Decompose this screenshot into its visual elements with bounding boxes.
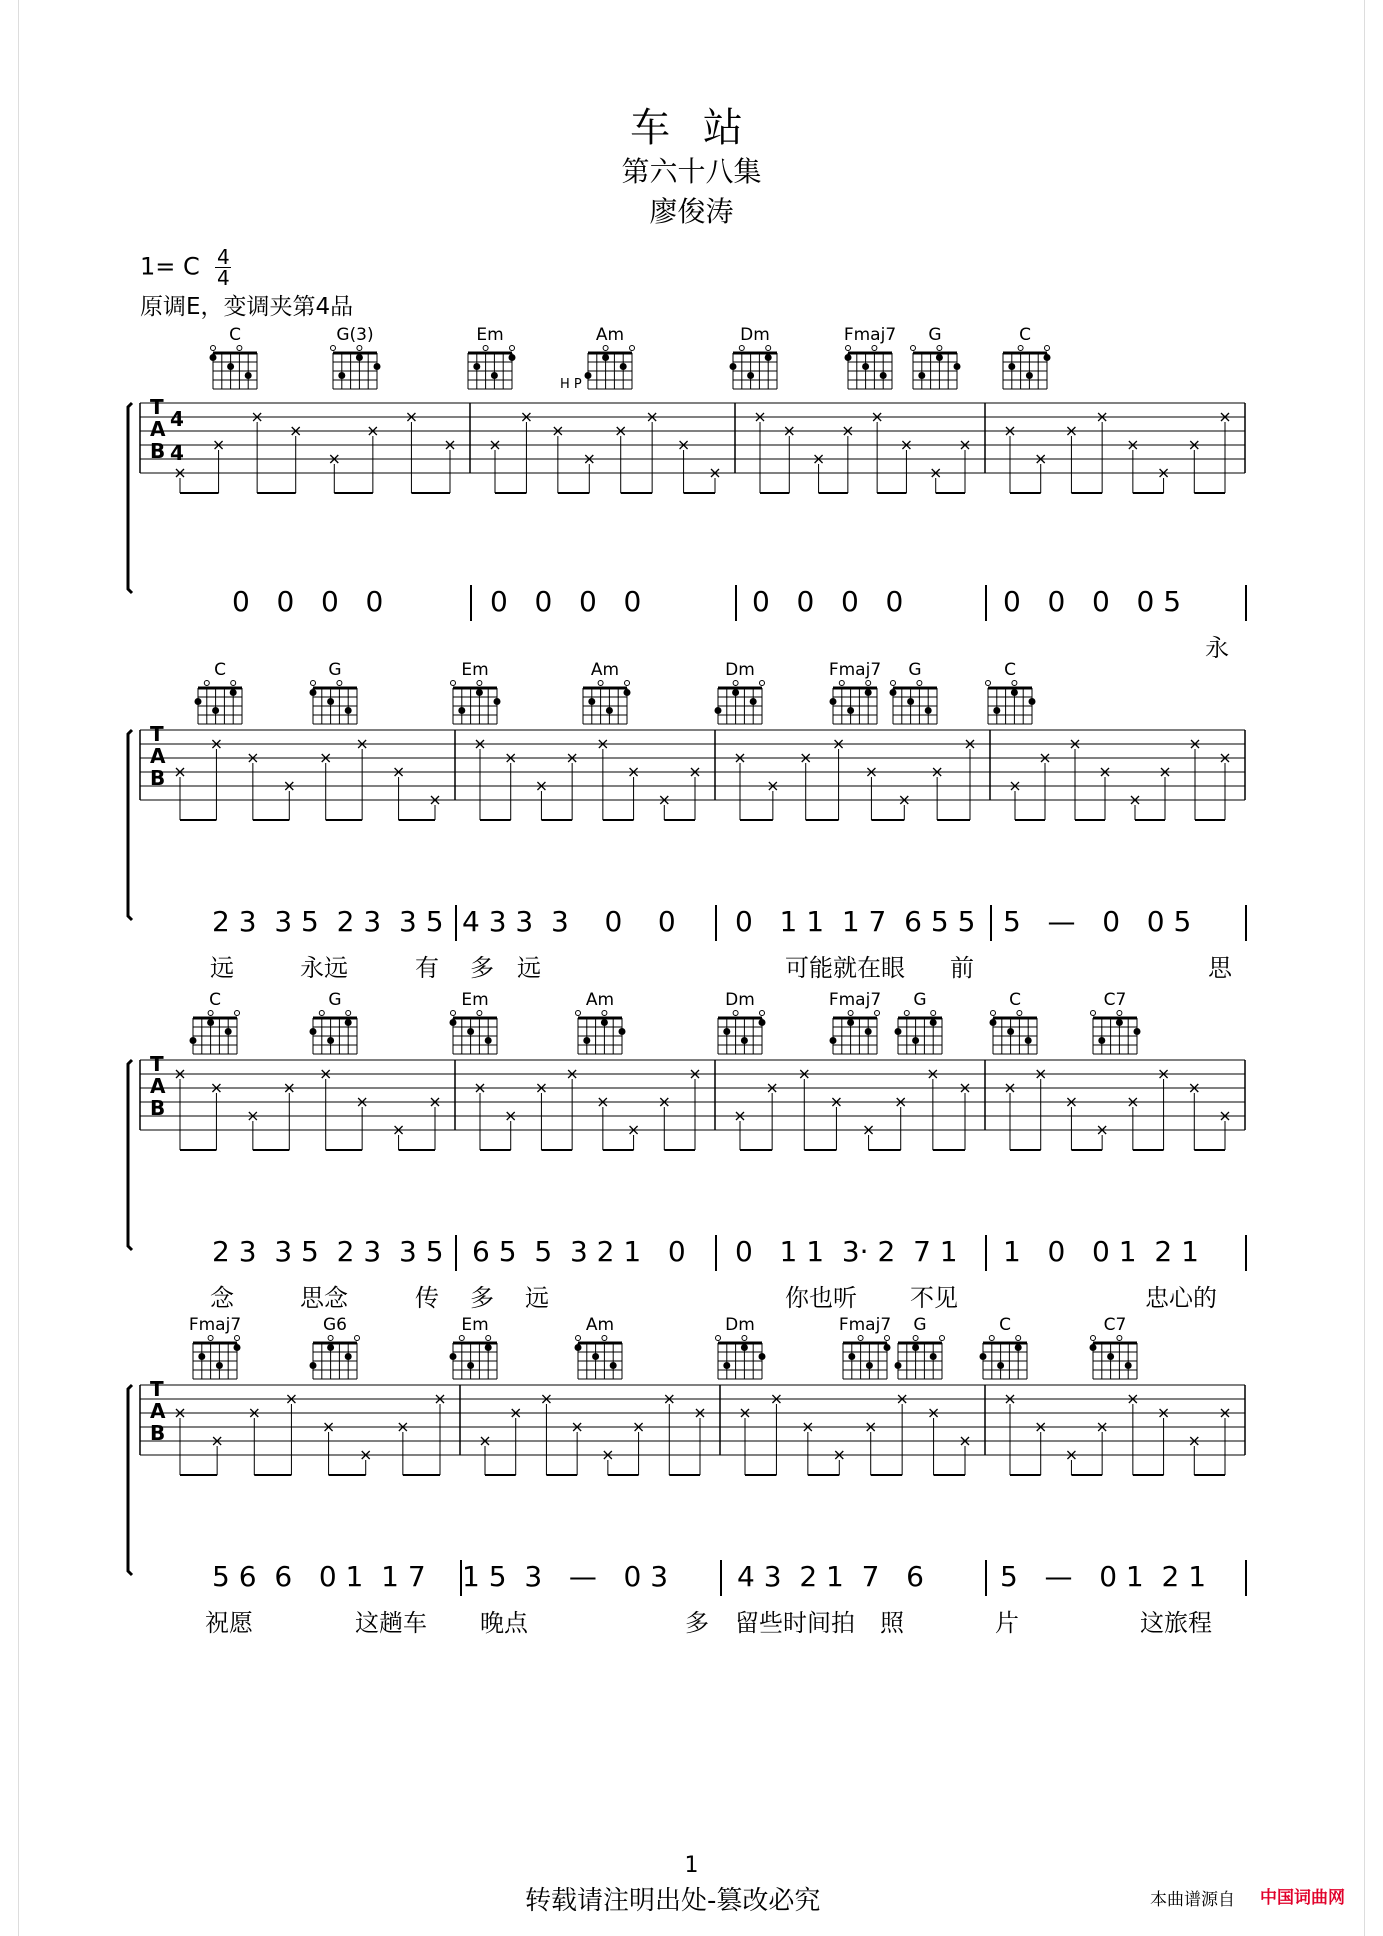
- chord-name: Dm: [725, 990, 755, 1010]
- jianpu-barline: [990, 905, 992, 941]
- jianpu-measure: 1 5 3 — 0 3: [462, 1560, 669, 1593]
- jianpu-barline: [985, 585, 987, 621]
- time-signature: [215, 247, 231, 288]
- chord-name: Fmaj7: [828, 660, 882, 680]
- jianpu-barline: [1245, 1560, 1247, 1596]
- chord-name: Am: [595, 325, 625, 345]
- lyric-text: 这旅程: [1140, 1609, 1212, 1637]
- jianpu-measure: 2 3 3 5 2 3 3 5: [212, 905, 444, 938]
- chord-grid: [840, 345, 900, 393]
- tab-clef-letter: T: [150, 1052, 164, 1076]
- copyright-note: 转载请注明出处-篡改必究: [525, 1886, 821, 1916]
- chord-diagram: [460, 325, 520, 393]
- lyric-text: 片: [995, 1609, 1019, 1637]
- chord-name: Em: [476, 325, 504, 345]
- tab-clef-letter: T: [150, 395, 164, 419]
- lyric-text: 永: [1205, 634, 1229, 662]
- chord-diagram: [905, 325, 965, 393]
- chord-diagram: [710, 660, 770, 728]
- chord-name: Em: [461, 990, 489, 1010]
- lyric-text: 可能就在眼: [785, 954, 905, 982]
- chord-diagram: [980, 660, 1040, 728]
- lyric-text: 照: [880, 1609, 904, 1637]
- chord-name: Dm: [740, 325, 770, 345]
- chord-name: Em: [461, 660, 489, 680]
- chord-name: Fmaj7: [843, 325, 897, 345]
- chord-name: G(3): [336, 325, 374, 345]
- capo-note: 原调E，变调夹第4品: [140, 294, 354, 320]
- lyric-text: 多: [470, 1284, 494, 1312]
- chord-name: Fmaj7: [838, 1315, 892, 1335]
- tab-clef-letter: B: [150, 766, 166, 790]
- jianpu-measure: 0 0 0 0: [490, 585, 642, 618]
- chord-diagram: [570, 990, 630, 1058]
- tab-clef-letter: B: [150, 1421, 166, 1445]
- jianpu-measure: 0 1 1 3· 2 7 1: [735, 1235, 958, 1268]
- chord-name: C: [1009, 990, 1021, 1010]
- chord-diagram: [185, 1315, 245, 1383]
- lyric-text: 这趟车: [355, 1609, 427, 1637]
- chord-name: G6: [323, 1315, 347, 1335]
- jianpu-barline: [985, 1235, 987, 1271]
- jianpu-barline: [715, 1235, 717, 1271]
- chord-grid: [905, 345, 965, 393]
- chord-name: C: [209, 990, 221, 1010]
- jianpu-barline: [1245, 1235, 1247, 1271]
- lyric-text: 多: [685, 1609, 709, 1637]
- key-signature: [140, 247, 231, 288]
- chord-name: Fmaj7: [188, 1315, 242, 1335]
- tab-staff: [0, 393, 1383, 693]
- tab-clef-letter: A: [150, 1074, 166, 1098]
- chord-diagram: [1085, 990, 1145, 1058]
- chord-diagram: [580, 325, 640, 393]
- jianpu-barline: [470, 585, 472, 621]
- tab-clef-letter: T: [150, 722, 164, 746]
- chord-diagram: [445, 990, 505, 1058]
- lyric-text: 永远: [300, 954, 348, 982]
- jianpu-barline: [455, 905, 457, 941]
- jianpu-measure: 0 0 0 0: [752, 585, 904, 618]
- tab-time-digit: 4: [170, 441, 184, 465]
- chord-diagram: [710, 1315, 770, 1383]
- jianpu-measure: 1 0 0 1 2 1: [1003, 1235, 1199, 1268]
- jianpu-barline: [985, 1560, 987, 1596]
- chord-name: Am: [590, 660, 620, 680]
- chord-diagram: [205, 325, 265, 393]
- lyric-text: 念: [210, 1284, 234, 1312]
- chord-name: Em: [461, 1315, 489, 1335]
- chord-diagram: [725, 325, 785, 393]
- chord-diagram: [305, 660, 365, 728]
- chord-name: C7: [1103, 1315, 1127, 1335]
- lyric-text: 祝愿: [205, 1609, 253, 1637]
- jianpu-measure: 0 0 0 0 5: [1003, 585, 1182, 618]
- jianpu-measure: 2 3 3 5 2 3 3 5: [212, 1235, 444, 1268]
- chord-name: G: [913, 990, 927, 1010]
- chord-diagram: [710, 990, 770, 1058]
- jianpu-measure: 0 0 0 0: [232, 585, 384, 618]
- chord-diagram: [890, 1315, 950, 1383]
- song-title: 车 站: [630, 105, 753, 151]
- jianpu-measure: 4 3 3 3 0 0: [462, 905, 676, 938]
- chord-diagram: [305, 990, 365, 1058]
- jianpu-barline: [1245, 585, 1247, 621]
- page-number: 1: [684, 1853, 699, 1878]
- chord-name: C: [1019, 325, 1031, 345]
- chord-diagram: [840, 325, 900, 393]
- chord-diagram: [825, 660, 885, 728]
- lyric-text: 前: [950, 954, 974, 982]
- chord-diagram: [995, 325, 1055, 393]
- tab-time-digit: 4: [170, 407, 184, 431]
- jianpu-measure: 5 6 6 0 1 1 7: [212, 1560, 426, 1593]
- chord-diagram: [575, 660, 635, 728]
- lyric-text: 有: [415, 954, 439, 982]
- chord-diagram: [835, 1315, 895, 1383]
- chord-name: C7: [1103, 990, 1127, 1010]
- jianpu-barline: [1245, 905, 1247, 941]
- jianpu-barline: [720, 1560, 722, 1596]
- jianpu-measure: 0 1 1 1 7 6 5 5: [735, 905, 976, 938]
- chord-name: C: [999, 1315, 1011, 1335]
- source-site-link[interactable]: 中国词曲网: [1260, 1888, 1345, 1908]
- chord-grid: [580, 345, 640, 393]
- lyric-text: 远: [525, 1284, 549, 1312]
- jianpu-barline: [735, 585, 737, 621]
- lyric-text: 不见: [910, 1284, 958, 1312]
- lyric-text: 思: [1208, 954, 1232, 982]
- lyric-text: 留些时间拍: [735, 1609, 855, 1637]
- chord-name: C: [1004, 660, 1016, 680]
- lyric-text: 传: [415, 1284, 439, 1312]
- chord-diagram: [190, 660, 250, 728]
- jianpu-barline: [715, 905, 717, 941]
- key-label: 1= C: [140, 252, 200, 281]
- chord-name: G: [328, 660, 342, 680]
- chord-name: C: [229, 325, 241, 345]
- song-subtitle: 第六十八集: [621, 155, 762, 188]
- hammer-pull-marking: H P: [560, 377, 582, 392]
- chord-name: Dm: [725, 1315, 755, 1335]
- chord-name: Dm: [725, 660, 755, 680]
- chord-diagram: [975, 1315, 1035, 1383]
- chord-diagram: [890, 990, 950, 1058]
- lyric-text: 忠心的: [1145, 1284, 1217, 1312]
- chord-diagram: [985, 990, 1045, 1058]
- jianpu-measure: 4 3 2 1 7 6: [737, 1560, 924, 1593]
- lyric-text: 你也听: [785, 1284, 857, 1312]
- chord-diagram: [305, 1315, 365, 1383]
- tab-staff: [0, 720, 1383, 1020]
- source-label: 本曲谱源自: [1150, 1890, 1235, 1910]
- tab-clef-letter: B: [150, 1096, 166, 1120]
- chord-name: G: [928, 325, 942, 345]
- jianpu-measure: 5 — 0 1 2 1: [1000, 1560, 1207, 1593]
- lyric-text: 多: [470, 954, 494, 982]
- chord-name: Am: [585, 1315, 615, 1335]
- chord-name: Am: [585, 990, 615, 1010]
- chord-grid: [325, 345, 385, 393]
- chord-name: G: [908, 660, 922, 680]
- chord-diagram: [570, 1315, 630, 1383]
- jianpu-measure: 6 5 5 3 2 1 0: [472, 1235, 686, 1268]
- lyric-text: 远: [210, 954, 234, 982]
- chord-diagram: [1085, 1315, 1145, 1383]
- chord-diagram: [185, 990, 245, 1058]
- song-artist: 廖俊涛: [649, 195, 734, 228]
- chord-grid: [460, 345, 520, 393]
- tab-clef-letter: T: [150, 1377, 164, 1401]
- chord-grid: [205, 345, 265, 393]
- tab-clef-letter: A: [150, 417, 166, 441]
- chord-diagram: [825, 990, 885, 1058]
- tab-clef-letter: A: [150, 1399, 166, 1423]
- jianpu-barline: [455, 1235, 457, 1271]
- time-numerator: 4: [217, 245, 230, 269]
- jianpu-measure: 5 — 0 0 5: [1003, 905, 1192, 938]
- chord-grid: [995, 345, 1055, 393]
- tab-clef-letter: A: [150, 744, 166, 768]
- chord-name: Fmaj7: [828, 990, 882, 1010]
- chord-name: G: [328, 990, 342, 1010]
- lyric-text: 思念: [300, 1284, 348, 1312]
- chord-name: G: [913, 1315, 927, 1335]
- chord-diagram: [885, 660, 945, 728]
- chord-diagram: [325, 325, 385, 393]
- lyric-text: 晚点: [480, 1609, 528, 1637]
- chord-diagram: [445, 660, 505, 728]
- lyric-text: 远: [517, 954, 541, 982]
- chord-grid: [725, 345, 785, 393]
- chord-name: C: [214, 660, 226, 680]
- time-denominator: 4: [217, 266, 230, 290]
- tab-clef-letter: B: [150, 439, 166, 463]
- chord-diagram: [445, 1315, 505, 1383]
